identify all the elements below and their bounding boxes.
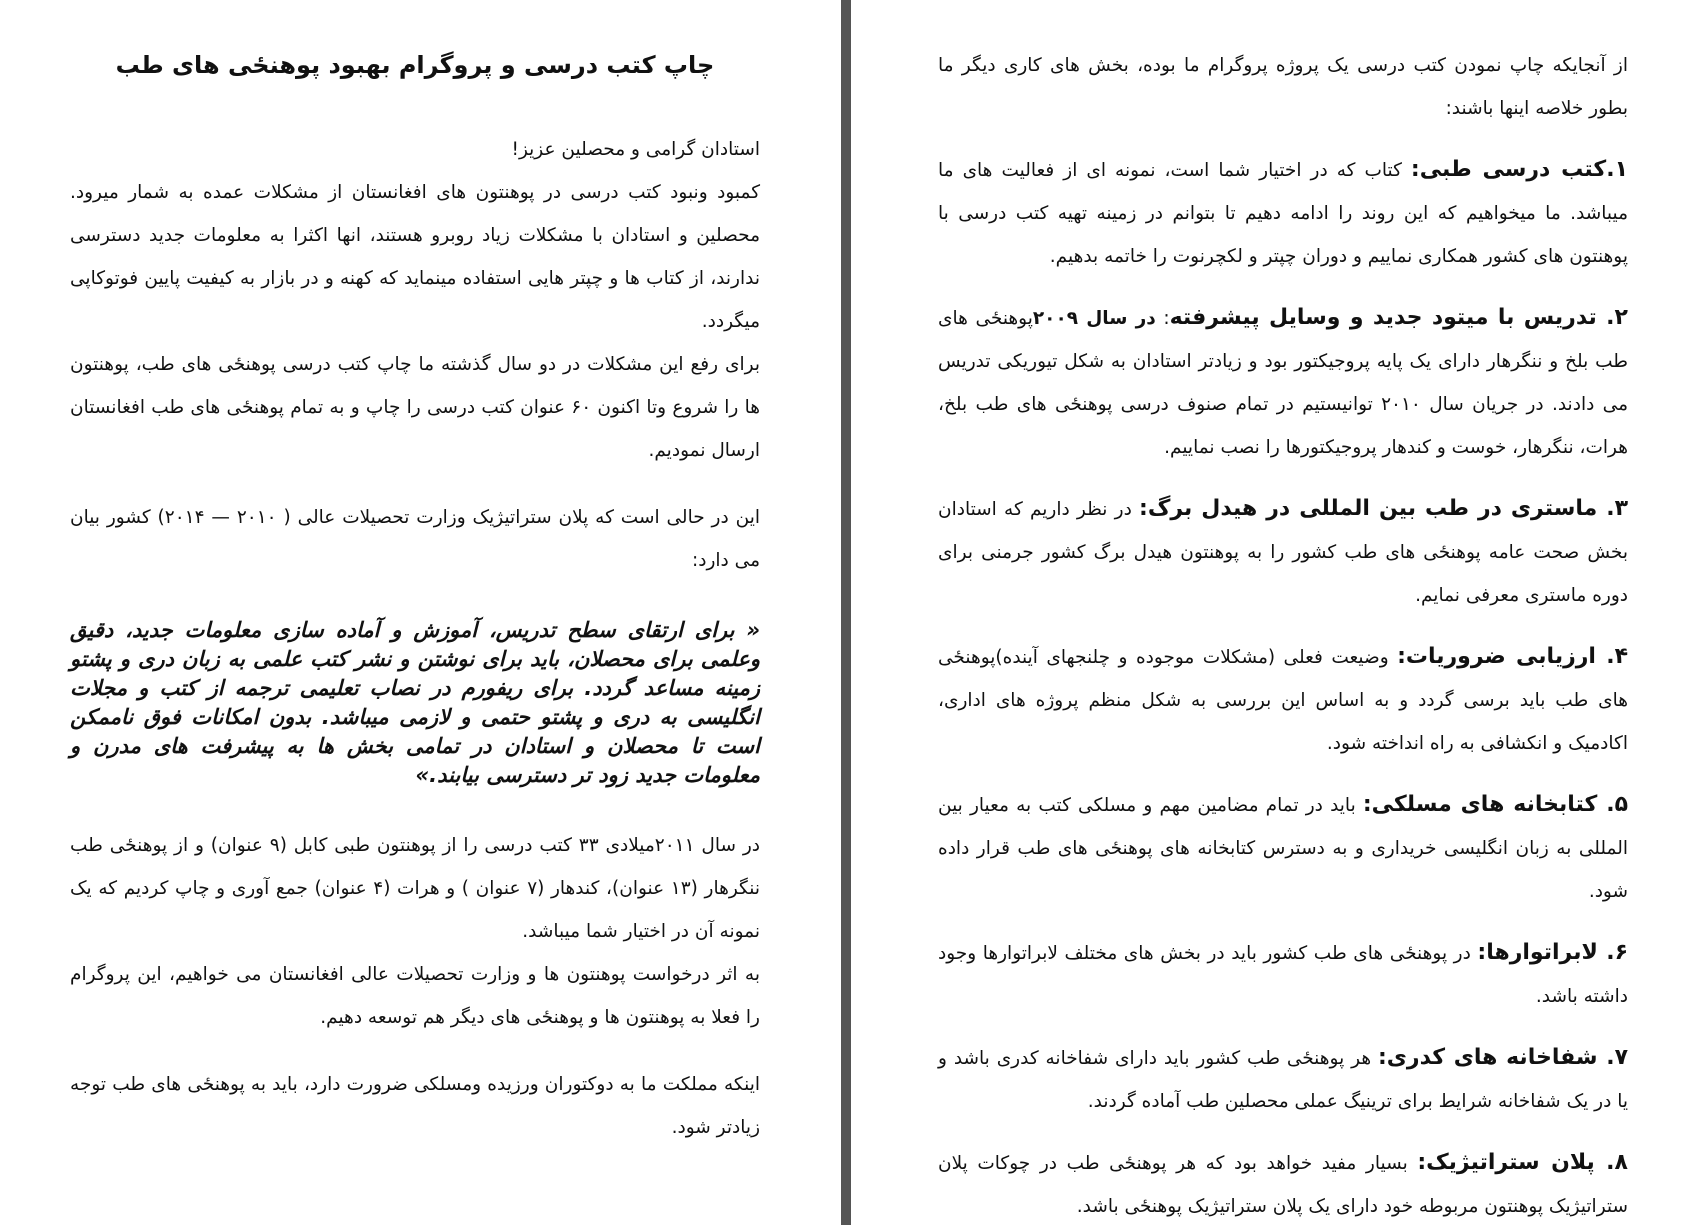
item-text: کتاب که در اختیار شما است، نمونه ای از فعالیت های ما میباشد. ما میخواهیم که این روند را ادامه دهیم تا بتوانم در زمینه تهیه کتب درسی با پوهنتون های کشور همکاری نماییم و دوران چپتر و لکچرنوت را خاتمه بدهیم. bbox=[938, 160, 1628, 267]
list-item: ۲. تدریس با میتود جدید و وسایل پیشرفته: در سال ۲۰۰۹پوهنځی های طب بلخ و ننگرهار دارای یک پایه پروجیکتور بود و زیادتر استادان به شکل تیوریکی تدریس می دادند. در جریان سال ۲۰۱۰ توانیستیم در تمام صنوف درسی پوهنځی های طب بلخ، هرات، ننگرهار، خوست و کندهار پروجیکتورها را نصب نماییم. bbox=[938, 305, 1628, 458]
greeting: استادان گرامی و محصلین عزیز! bbox=[511, 139, 760, 160]
intro-paragraph: از آنجایکه چاپ نمودن کتب درسی یک پروژه پروگرام ما بوده، بخش های کاری دیگر ما بطور خلاصه اینها باشند: bbox=[938, 55, 1628, 119]
list-item bbox=[938, 1036, 1628, 1123]
list-item bbox=[938, 635, 1628, 765]
paragraph-3: این در حالی است که پلان ستراتیژیک وزارت تحصیلات عالی ( ۲۰۱۰ — ۲۰۱۴) کشور بیان می دارد: bbox=[70, 507, 760, 571]
page-divider bbox=[841, 0, 851, 1225]
list-item bbox=[938, 487, 1628, 617]
list-item bbox=[938, 148, 1628, 278]
item-text: در پوهنځی های طب کشور باید در بخش های مختلف لابراتوارها وجود داشته باشد. bbox=[938, 943, 1628, 1007]
item-inline-bold: در سال ۲۰۰۹ bbox=[1032, 308, 1156, 329]
item-title: ۷. شفاخانه های کدری: bbox=[1377, 1045, 1628, 1070]
item-title: ۸. پلان ستراتیژیک: bbox=[1417, 1150, 1628, 1175]
item-title: ۲. تدریس با میتود جدید و وسایل پیشرفته bbox=[1169, 305, 1628, 330]
list-item bbox=[938, 931, 1628, 1018]
paragraph-2: برای رفع این مشکلات در دو سال گذشته ما چاپ کتب درسی پوهنځی های طب، پوهنتون ها را شروع وتا اکنون ۶۰ عنوان کتب درسی را چاپ و به تمام پوهنځی های طب افغانستان ارسال نمودیم. bbox=[70, 354, 760, 461]
item-title: ۶. لابراتوارها: bbox=[1477, 940, 1628, 965]
item-text: در نظر داریم که استادان بخش صحت عامه پوهنځی های طب کشور را به پوهنتون هیدل برگ کشور جرمنی برای دوره ماستری معرفی نمایم. bbox=[938, 499, 1628, 606]
item-text: باید در تمام مضامین مهم و مسلکی کتب به معیار بین المللی به زبان انگلیسی خریداری و به دسترس کتابخانه های پوهنځی های طب قرار داده شود. bbox=[938, 795, 1628, 902]
paragraph-4: در سال ۲۰۱۱میلادی ۳۳ کتب درسی را از پوهنتون طبی کابل (۹ عنوان) و از پوهنځی طب ننگرهار (۱۳ عنوان)، کندهار (۷ عنوان ) و هرات (۴ عنوان) جمع آوری و چاپ کردیم که یک نمونه آن در اختیار شما میباشد. bbox=[70, 835, 761, 942]
paragraph-6: اینکه مملکت ما به دوکتوران ورزیده ومسلکی ضرورت دارد، باید به پوهنځی های طب توجه زیادتر شود. bbox=[70, 1074, 760, 1138]
list-item bbox=[938, 783, 1628, 913]
item-title: ۳. ماستری در طب بین المللی در هیدل برگ: bbox=[1139, 496, 1628, 521]
item-title: ۵. کتابخانه های مسلکی: bbox=[1362, 792, 1628, 817]
left-page bbox=[70, 0, 760, 1225]
item-text: وضیعت فعلی (مشکلات موجوده و چلنجهای آینده)پوهنځی های طب باید برسی گردد و به اساس این بررسی به شکل منظم پروژه های اداری، اکادمیک و انکشافی به راه انداخته شود. bbox=[938, 647, 1628, 754]
item-title: ۱.کتب درسی طبی: bbox=[1410, 157, 1628, 182]
item-text: پوهنځی های طب بلخ و ننگرهار دارای یک پایه پروجیکتور بود و زیادتر استادان به شکل تیوریکی تدریس می دادند. در جریان سال ۲۰۱۰ توانیستیم در تمام صنوف درسی پوهنځی های طب بلخ، هرات، ننگرهار، خوست و کندهار پروجیکتورها را نصب نماییم. bbox=[938, 308, 1628, 458]
list-item bbox=[938, 1141, 1628, 1228]
paragraph-5: به اثر درخواست پوهنتون ها و وزارت تحصیلات عالی افغانستان می خواهیم، این پروگرام را فعلا به پوهنتون ها و پوهنځی های دیگر هم توسعه دهیم. bbox=[70, 964, 760, 1028]
page-title: چاپ کتب درسی و پروگرام بهبود پوهنځی های طب bbox=[115, 51, 715, 79]
item-text: بسیار مفید خواهد بود که هر پوهنځی طب در چوکات پلان ستراتیژیک پوهنتون مربوطه خود دارای یک پلان ستراتیژیک پوهنځی باشد. bbox=[938, 1153, 1628, 1217]
paragraph-1: کمبود ونبود کتب درسی در پوهنتون های افغانستان از مشکلات عمده به شمار میرود. محصلین و استادان با مشکلات زیاد روبرو هستند، انها اکثرا به معلومات جدید دسترسی ندارند، از کتاب ها و چپتر هایی استفاده مینماید که کهنه و در بازار به کیفیت پایین فوتوکاپی میگردد. bbox=[70, 182, 760, 332]
item-text: هر پوهنځی طب کشور باید دارای شفاخانه کدری باشد و یا در یک شفاخانه شرایط برای ترینیگ عملی محصلین طب آماده گردند. bbox=[938, 1048, 1628, 1112]
strategic-plan-quote: « برای ارتقای سطح تدریس، آموزش و آماده سازی معلومات جدید، دقیق وعلمی برای محصلان، باید برای نوشتن و نشر کتب علمی به زبان دری و پشتو زمینه مساعد گردد. برای ریفورم در نصاب تعلیمی ترجمه از کتب و مجلات انگلیسی به دری و پشتو حتمی و لازمی میباشد. بدون امکانات فوق ناممکن است تا محصلان و استادان در تمامی بخش ها به پیشرفت های مدرن و معلومات جدید زود تر دسترسی بیابند.» bbox=[70, 618, 760, 787]
item-title: ۴. ارزیابی ضروریات: bbox=[1397, 644, 1628, 669]
right-page bbox=[938, 0, 1628, 1225]
